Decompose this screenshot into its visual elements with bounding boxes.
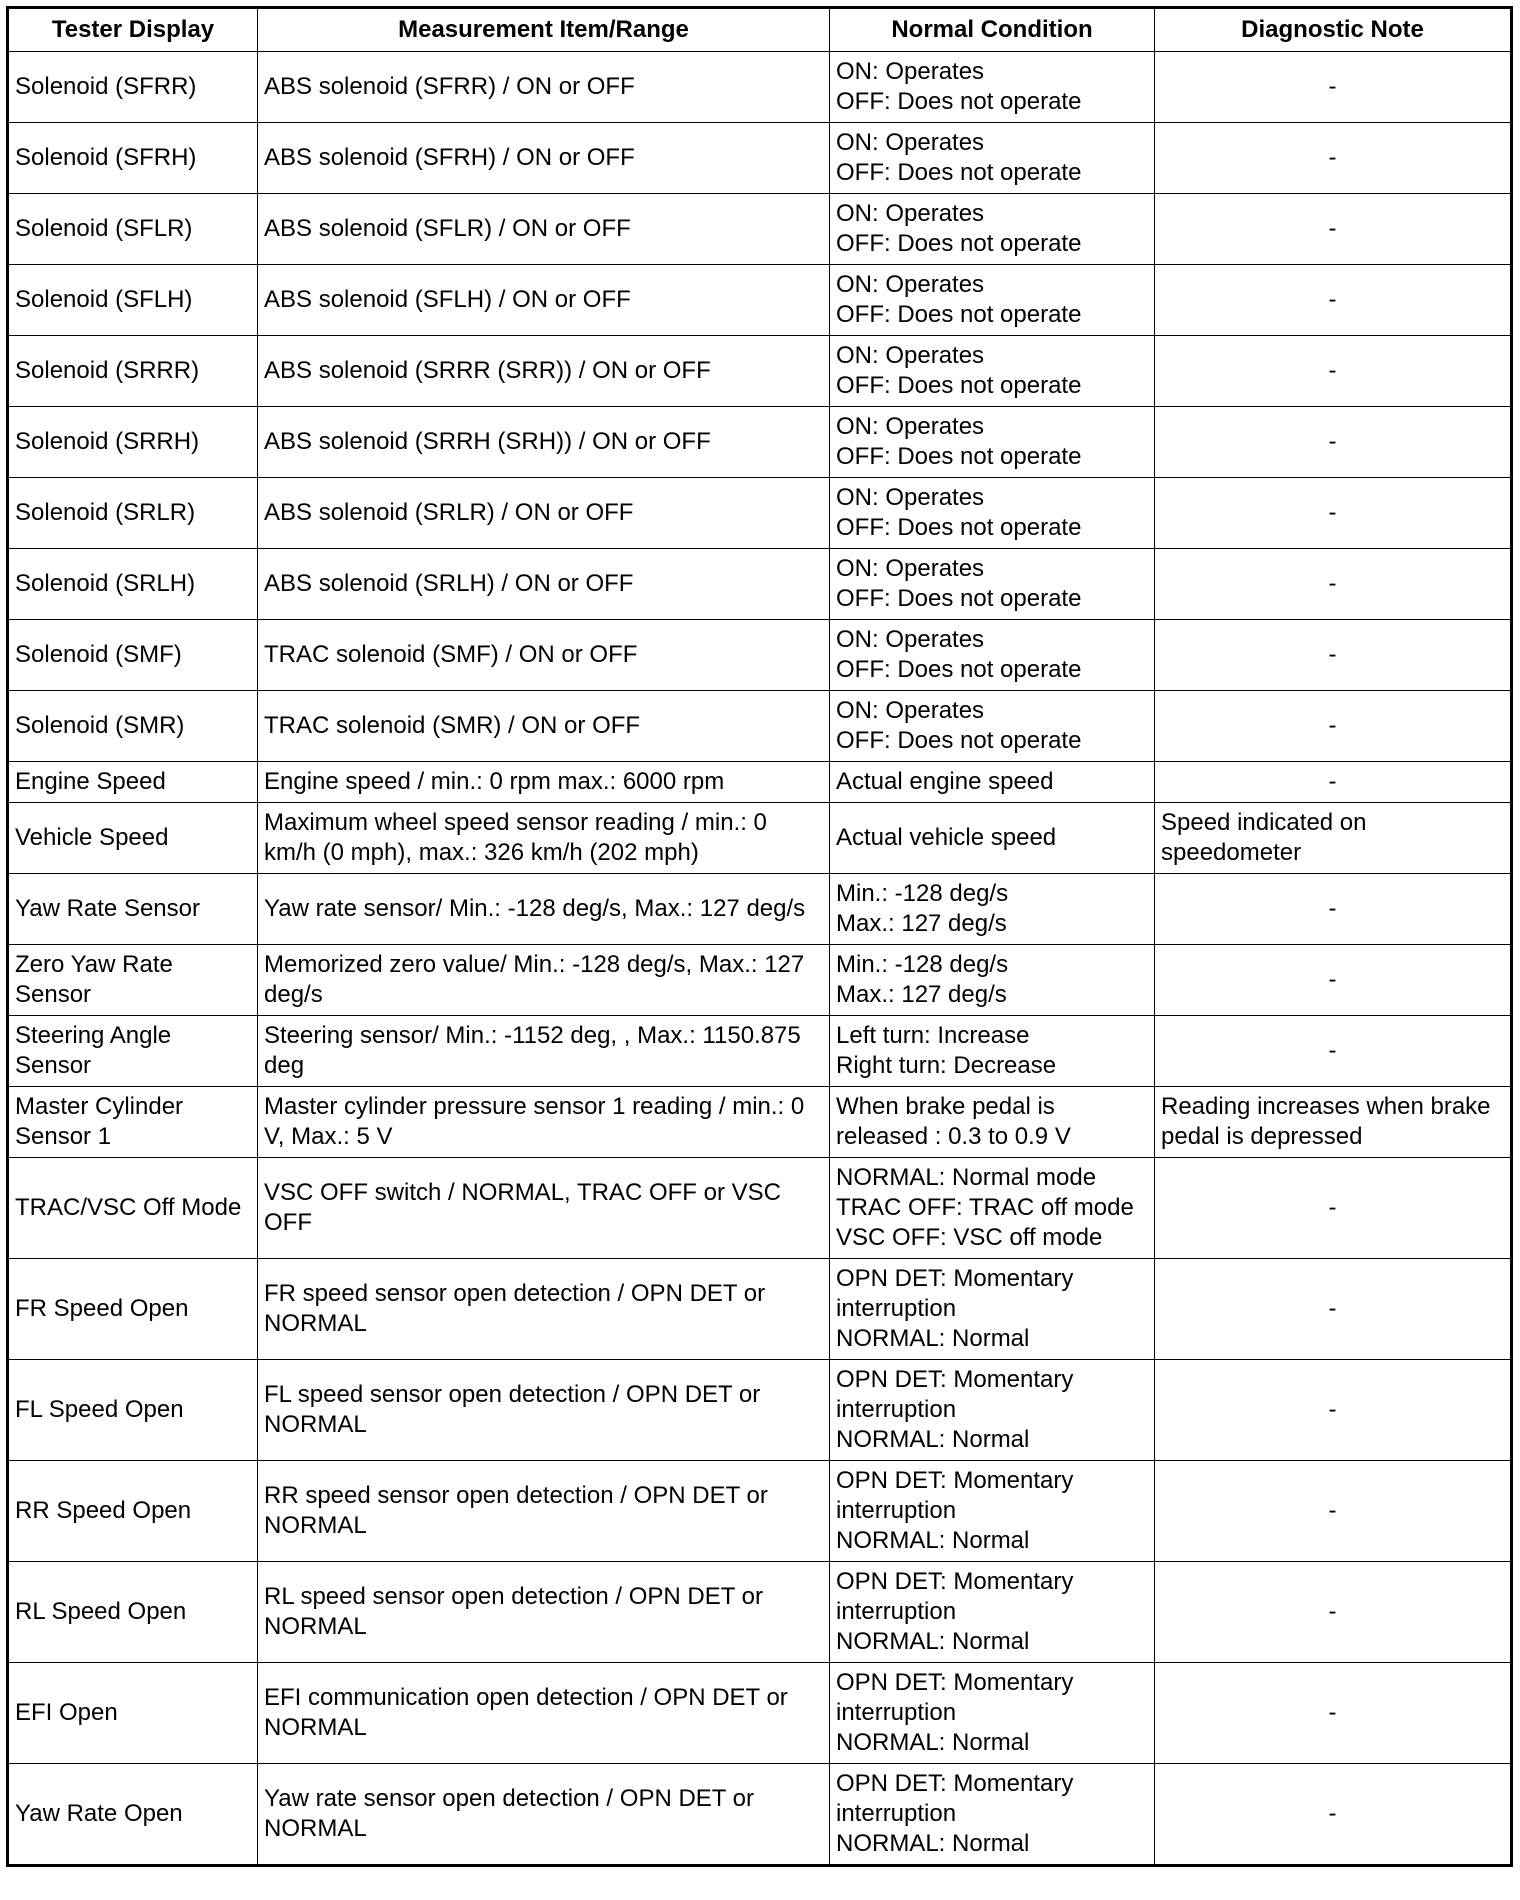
data-list-table-container <box>6 6 1510 1867</box>
normal-condition-cell <box>830 762 1155 803</box>
table-row <box>8 123 1512 194</box>
header-diagnostic-note: Diagnostic Note <box>1155 8 1512 52</box>
normal-condition-cell <box>830 1259 1155 1360</box>
normal-line: OFF: Does not operate <box>836 301 1082 328</box>
table-row <box>8 762 1512 803</box>
normal-line: ON: Operates <box>836 555 985 582</box>
normal-line: Min.: -128 deg/s <box>836 880 1009 907</box>
tester-display-cell: Steering Angle Sensor <box>8 1016 258 1087</box>
table-row <box>8 874 1512 945</box>
normal-line: ON: Operates <box>836 413 985 440</box>
normal-line: NORMAL: Normal <box>836 1830 1030 1857</box>
tester-display-cell: Solenoid (SMF) <box>8 620 258 691</box>
header-tester-display: Tester Display <box>8 8 258 52</box>
tester-display-cell: RR Speed Open <box>8 1461 258 1562</box>
diagnostic-note-cell: - <box>1155 265 1512 336</box>
tester-display-cell: Solenoid (SRLH) <box>8 549 258 620</box>
normal-condition-cell <box>830 1087 1155 1158</box>
table-row <box>8 1087 1512 1158</box>
tester-display-cell: Solenoid (SFLR) <box>8 194 258 265</box>
normal-condition-cell <box>830 1158 1155 1259</box>
normal-condition-cell <box>830 549 1155 620</box>
diagnostic-note-cell: - <box>1155 620 1512 691</box>
table-row <box>8 336 1512 407</box>
normal-line: TRAC OFF: TRAC off mode <box>836 1194 1134 1221</box>
tester-display-cell: Yaw Rate Open <box>8 1764 258 1866</box>
normal-condition-cell <box>830 945 1155 1016</box>
tester-display-cell: Engine Speed <box>8 762 258 803</box>
header-measurement-item: Measurement Item/Range <box>258 8 830 52</box>
normal-line: ON: Operates <box>836 484 985 511</box>
table-row <box>8 407 1512 478</box>
normal-condition-cell <box>830 265 1155 336</box>
tester-display-cell: Solenoid (SFRH) <box>8 123 258 194</box>
normal-condition-cell <box>830 52 1155 123</box>
tester-display-cell: Vehicle Speed <box>8 803 258 874</box>
table-row <box>8 478 1512 549</box>
normal-condition-cell <box>830 194 1155 265</box>
measurement-item-cell: Master cylinder pressure sensor 1 reading / min.: 0 V, Max.: 5 V <box>258 1087 830 1158</box>
normal-condition-cell <box>830 1360 1155 1461</box>
table-row <box>8 52 1512 123</box>
measurement-item-cell: EFI communication open detection / OPN DET or NORMAL <box>258 1663 830 1764</box>
diagnostic-note-cell: - <box>1155 1259 1512 1360</box>
normal-line: Actual engine speed <box>836 768 1054 795</box>
diagnostic-note-cell: - <box>1155 1016 1512 1087</box>
normal-condition-cell <box>830 620 1155 691</box>
tester-display-cell: Zero Yaw Rate Sensor <box>8 945 258 1016</box>
normal-line: released : 0.3 to 0.9 V <box>836 1123 1071 1150</box>
diagnostic-note-cell: - <box>1155 1764 1512 1866</box>
measurement-item-cell: Maximum wheel speed sensor reading / min.: 0 km/h (0 mph), max.: 326 km/h (202 mph) <box>258 803 830 874</box>
normal-line: OFF: Does not operate <box>836 656 1082 683</box>
measurement-item-cell: Engine speed / min.: 0 rpm max.: 6000 rpm <box>258 762 830 803</box>
tester-display-cell: TRAC/VSC Off Mode <box>8 1158 258 1259</box>
diagnostic-note-cell: - <box>1155 691 1512 762</box>
measurement-item-cell: Yaw rate sensor/ Min.: -128 deg/s, Max.: 127 deg/s <box>258 874 830 945</box>
diagnostic-note-cell: - <box>1155 549 1512 620</box>
normal-line: NORMAL: Normal <box>836 1426 1030 1453</box>
normal-condition-cell <box>830 1663 1155 1764</box>
normal-condition-cell <box>830 1562 1155 1663</box>
table-row <box>8 1562 1512 1663</box>
table-row <box>8 1158 1512 1259</box>
normal-line: OPN DET: Momentary <box>836 1366 1074 1393</box>
table-row <box>8 1016 1512 1087</box>
normal-line: OPN DET: Momentary <box>836 1669 1074 1696</box>
measurement-item-cell: ABS solenoid (SRRH (SRH)) / ON or OFF <box>258 407 830 478</box>
diagnostic-note-cell: - <box>1155 407 1512 478</box>
measurement-item-cell: ABS solenoid (SRRR (SRR)) / ON or OFF <box>258 336 830 407</box>
measurement-item-cell: FR speed sensor open detection / OPN DET or NORMAL <box>258 1259 830 1360</box>
tester-display-cell: Solenoid (SFLH) <box>8 265 258 336</box>
measurement-item-cell: ABS solenoid (SRLH) / ON or OFF <box>258 549 830 620</box>
normal-line: ON: Operates <box>836 58 985 85</box>
normal-line: OPN DET: Momentary <box>836 1467 1074 1494</box>
normal-line: ON: Operates <box>836 626 985 653</box>
measurement-item-cell: TRAC solenoid (SMF) / ON or OFF <box>258 620 830 691</box>
header-normal-condition: Normal Condition <box>830 8 1155 52</box>
normal-condition-cell <box>830 407 1155 478</box>
normal-condition-cell <box>830 123 1155 194</box>
diagnostic-note-cell: - <box>1155 478 1512 549</box>
normal-line: Max.: 127 deg/s <box>836 981 1007 1008</box>
tester-display-cell: FL Speed Open <box>8 1360 258 1461</box>
normal-line: NORMAL: Normal <box>836 1325 1030 1352</box>
data-list-table <box>6 6 1513 1867</box>
measurement-item-cell: Steering sensor/ Min.: -1152 deg, , Max.: 1150.875 deg <box>258 1016 830 1087</box>
normal-line: NORMAL: Normal <box>836 1729 1030 1756</box>
normal-line: Right turn: Decrease <box>836 1052 1057 1079</box>
tester-display-cell: Solenoid (SMR) <box>8 691 258 762</box>
measurement-item-cell: ABS solenoid (SFRH) / ON or OFF <box>258 123 830 194</box>
normal-line: NORMAL: Normal <box>836 1527 1030 1554</box>
normal-line: interruption <box>836 1396 957 1423</box>
normal-line: Max.: 127 deg/s <box>836 910 1007 937</box>
diagnostic-note-cell: - <box>1155 945 1512 1016</box>
header-row <box>8 8 1512 52</box>
normal-line: When brake pedal is <box>836 1093 1055 1120</box>
tester-display-cell: EFI Open <box>8 1663 258 1764</box>
normal-condition-cell <box>830 478 1155 549</box>
table-row <box>8 1461 1512 1562</box>
tester-display-cell: FR Speed Open <box>8 1259 258 1360</box>
table-row <box>8 549 1512 620</box>
normal-line: OFF: Does not operate <box>836 585 1082 612</box>
measurement-item-cell: ABS solenoid (SFRR) / ON or OFF <box>258 52 830 123</box>
diagnostic-note-cell: Speed indicated on speedometer <box>1155 803 1512 874</box>
measurement-item-cell: ABS solenoid (SFLR) / ON or OFF <box>258 194 830 265</box>
measurement-item-cell: Memorized zero value/ Min.: -128 deg/s, Max.: 127 deg/s <box>258 945 830 1016</box>
normal-line: NORMAL: Normal <box>836 1628 1030 1655</box>
normal-line: ON: Operates <box>836 271 985 298</box>
measurement-item-cell: FL speed sensor open detection / OPN DET or NORMAL <box>258 1360 830 1461</box>
normal-condition-cell <box>830 803 1155 874</box>
tester-display-cell: Master Cylinder Sensor 1 <box>8 1087 258 1158</box>
table-row <box>8 1663 1512 1764</box>
normal-line: interruption <box>836 1497 957 1524</box>
diagnostic-note-cell: - <box>1155 336 1512 407</box>
table-row <box>8 691 1512 762</box>
tester-display-cell: Solenoid (SRLR) <box>8 478 258 549</box>
diagnostic-note-cell: - <box>1155 1158 1512 1259</box>
normal-line: Actual vehicle speed <box>836 824 1057 851</box>
table-row <box>8 1259 1512 1360</box>
normal-line: OFF: Does not operate <box>836 443 1082 470</box>
normal-line: OFF: Does not operate <box>836 514 1082 541</box>
normal-line: NORMAL: Normal mode <box>836 1164 1097 1191</box>
diagnostic-note-cell: - <box>1155 1360 1512 1461</box>
measurement-item-cell: ABS solenoid (SFLH) / ON or OFF <box>258 265 830 336</box>
normal-condition-cell <box>830 1764 1155 1866</box>
normal-line: ON: Operates <box>836 342 985 369</box>
table-row <box>8 620 1512 691</box>
table-row <box>8 265 1512 336</box>
normal-condition-cell <box>830 691 1155 762</box>
measurement-item-cell: VSC OFF switch / NORMAL, TRAC OFF or VSC OFF <box>258 1158 830 1259</box>
tester-display-cell: Solenoid (SFRR) <box>8 52 258 123</box>
normal-line: VSC OFF: VSC off mode <box>836 1224 1103 1251</box>
diagnostic-note-cell: - <box>1155 1562 1512 1663</box>
measurement-item-cell: TRAC solenoid (SMR) / ON or OFF <box>258 691 830 762</box>
normal-line: OFF: Does not operate <box>836 230 1082 257</box>
normal-condition-cell <box>830 1461 1155 1562</box>
table-row <box>8 1764 1512 1866</box>
normal-line: OPN DET: Momentary <box>836 1568 1074 1595</box>
tester-display-cell: Solenoid (SRRH) <box>8 407 258 478</box>
normal-condition-cell <box>830 336 1155 407</box>
diagnostic-note-cell: - <box>1155 52 1512 123</box>
normal-line: OPN DET: Momentary <box>836 1265 1074 1292</box>
diagnostic-note-cell: - <box>1155 1461 1512 1562</box>
diagnostic-note-cell: Reading increases when brake pedal is depressed <box>1155 1087 1512 1158</box>
normal-line: Left turn: Increase <box>836 1022 1030 1049</box>
tester-display-cell: Solenoid (SRRR) <box>8 336 258 407</box>
diagnostic-note-cell: - <box>1155 1663 1512 1764</box>
measurement-item-cell: ABS solenoid (SRLR) / ON or OFF <box>258 478 830 549</box>
table-row <box>8 945 1512 1016</box>
normal-condition-cell <box>830 874 1155 945</box>
normal-line: ON: Operates <box>836 200 985 227</box>
measurement-item-cell: RL speed sensor open detection / OPN DET or NORMAL <box>258 1562 830 1663</box>
diagnostic-note-cell: - <box>1155 874 1512 945</box>
measurement-item-cell: Yaw rate sensor open detection / OPN DET or NORMAL <box>258 1764 830 1866</box>
normal-line: ON: Operates <box>836 697 985 724</box>
normal-line: ON: Operates <box>836 129 985 156</box>
normal-line: OFF: Does not operate <box>836 159 1082 186</box>
normal-line: Min.: -128 deg/s <box>836 951 1009 978</box>
normal-line: OFF: Does not operate <box>836 727 1082 754</box>
normal-line: interruption <box>836 1598 957 1625</box>
diagnostic-note-cell: - <box>1155 762 1512 803</box>
table-row <box>8 1360 1512 1461</box>
normal-line: OFF: Does not operate <box>836 372 1082 399</box>
diagnostic-note-cell: - <box>1155 123 1512 194</box>
diagnostic-note-cell: - <box>1155 194 1512 265</box>
measurement-item-cell: RR speed sensor open detection / OPN DET or NORMAL <box>258 1461 830 1562</box>
normal-line: interruption <box>836 1295 957 1322</box>
normal-line: OPN DET: Momentary <box>836 1770 1074 1797</box>
tester-display-cell: Yaw Rate Sensor <box>8 874 258 945</box>
normal-line: interruption <box>836 1800 957 1827</box>
table-row <box>8 803 1512 874</box>
table-row <box>8 194 1512 265</box>
normal-line: interruption <box>836 1699 957 1726</box>
normal-condition-cell <box>830 1016 1155 1087</box>
normal-line: OFF: Does not operate <box>836 88 1082 115</box>
tester-display-cell: RL Speed Open <box>8 1562 258 1663</box>
